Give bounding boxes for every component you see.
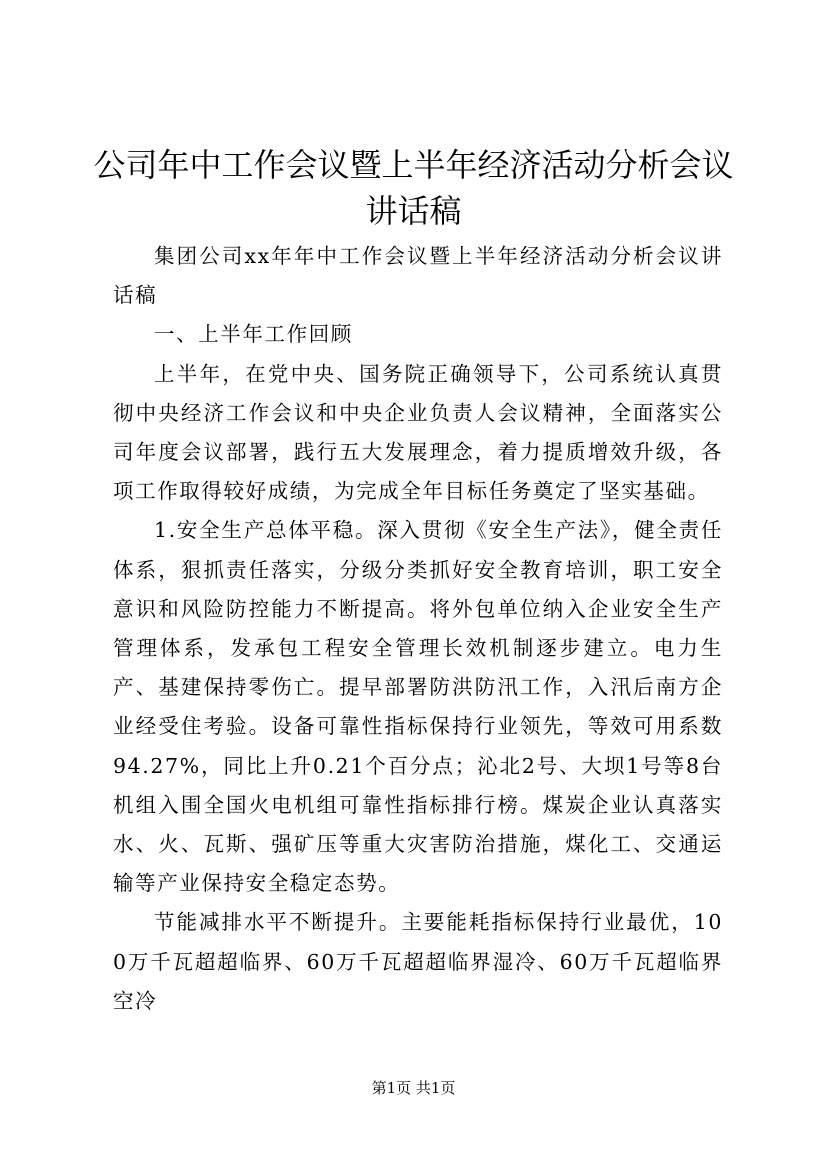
- document-title: 公司年中工作会议暨上半年经济活动分析会议讲话稿: [93, 146, 734, 230]
- page-footer: 第1页 共1页: [371, 1079, 456, 1097]
- section-heading: 一、上半年工作回顾: [154, 322, 353, 347]
- paragraph-energy: 节能减排水平不断提升。主要能耗指标保持行业最优，100万千瓦超超临界、60万千瓦超超临界湿冷、60万千瓦超临界空冷: [113, 910, 723, 1013]
- paragraph-subtitle: 集团公司xx年年中工作会议暨上半年经济活动分析会议讲话稿: [113, 244, 723, 308]
- paragraph-safety: 1.安全生产总体平稳。深入贯彻《安全生产法》，健全责任体系，狠抓责任落实，分级分类抓好安全教育培训，职工安全意识和风险防控能力不断提高。将外包单位纳入企业安全生产管理体系，发承包工程安全管理长效机制逐步建立。电力生产、基建保持零伤亡。提早部署防洪防汛工作，入汛后南方企业经受住考验。设备可靠性指标保持行业领先，等效可用系数94.27%，同比上升0.21个百分点；沁北2号、大坝1号等8台机组入围全国火电机组可靠性指标排行榜。煤炭企业认真落实水、火、瓦斯、强矿压等重大灾害防治措施，煤化工、交通运输等产业保持安全稳定态势。: [113, 518, 723, 896]
- document-body: [113, 237, 723, 1021]
- paragraph-overview: 上半年，在党中央、国务院正确领导下，公司系统认真贯彻中央经济工作会议和中央企业负责人会议精神，全面落实公司年度会议部署，践行五大发展理念，着力提质增效升级，各项工作取得较好成绩，为完成全年目标任务奠定了坚实基础。: [113, 361, 723, 504]
